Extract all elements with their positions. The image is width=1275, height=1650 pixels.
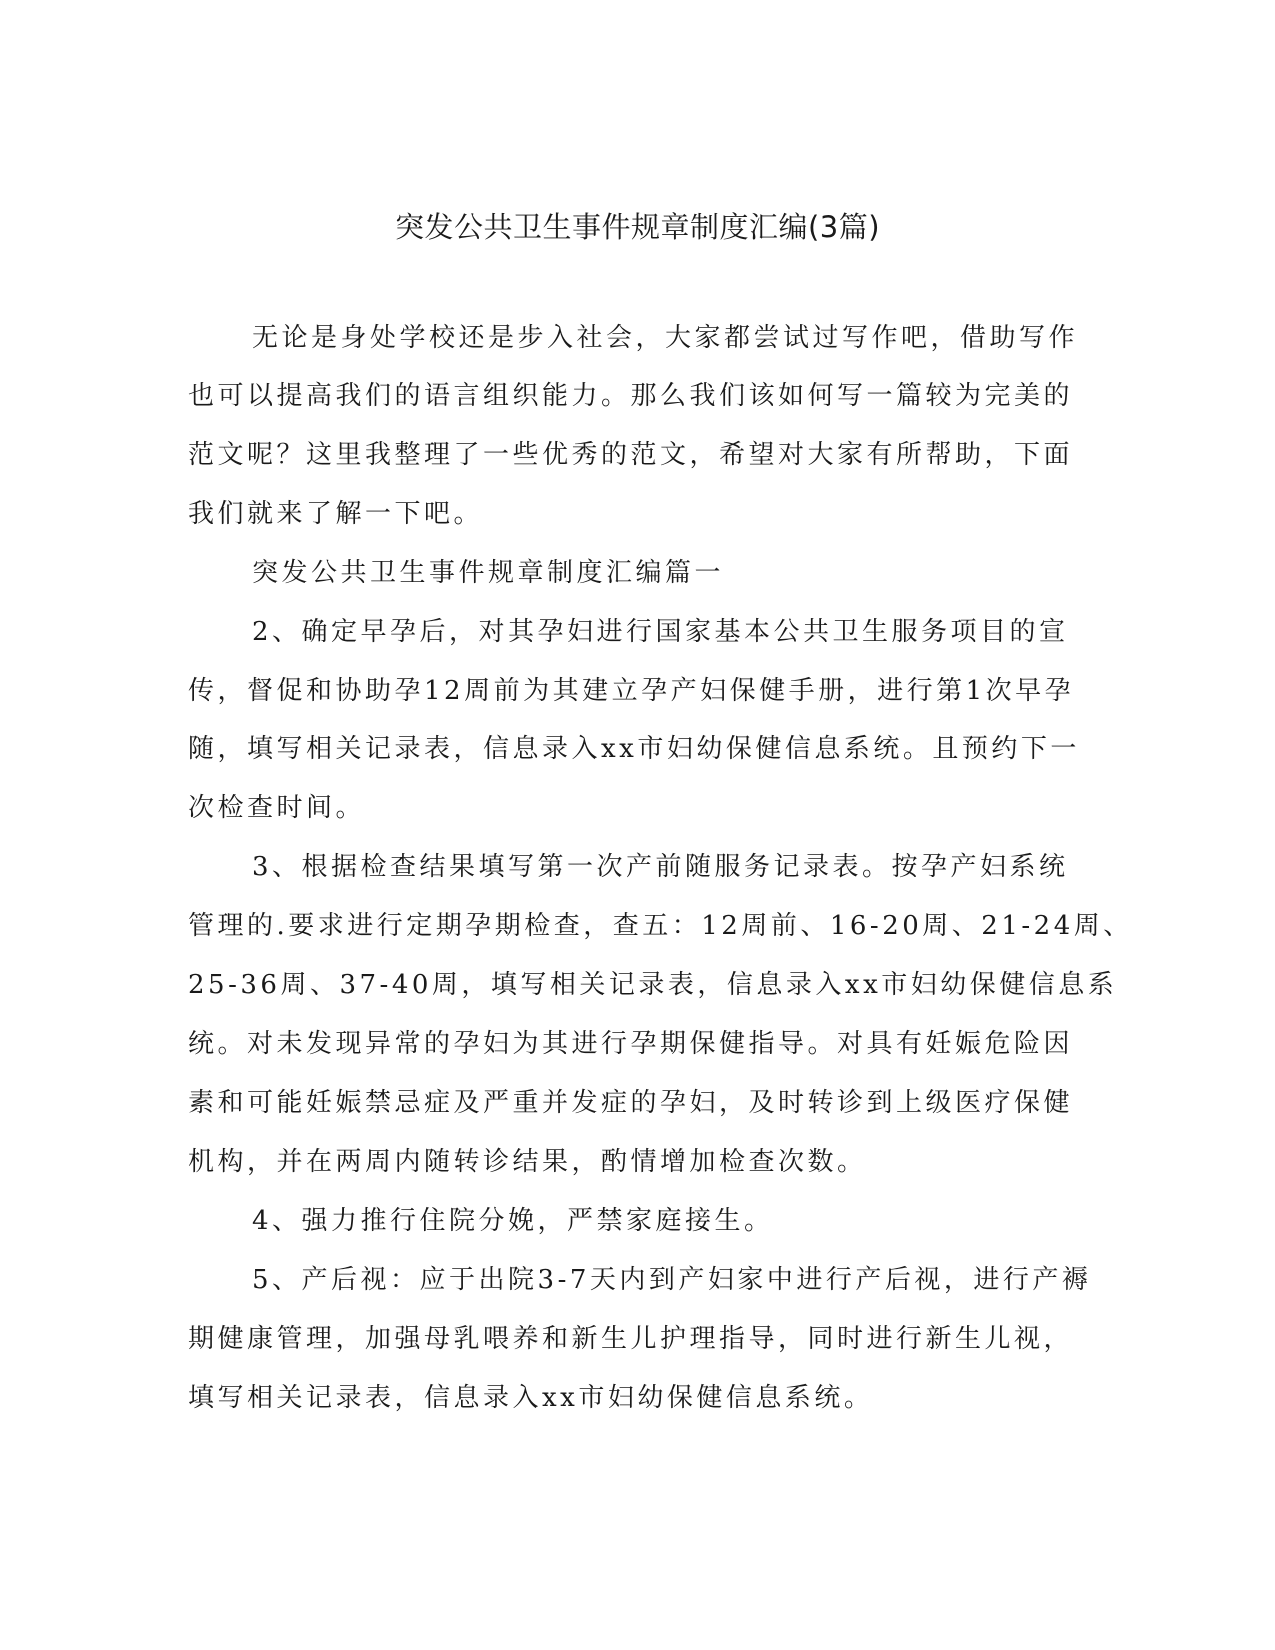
paragraph-line: 素和可能妊娠禁忌症及严重并发症的孕妇，及时转诊到上级医疗保健 (188, 1088, 1074, 1118)
paragraph-line: 传，督促和协助孕12周前为其建立孕产妇保健手册，进行第1次早孕 (188, 676, 1075, 706)
paragraph-line: 3、根据检查结果填写第一次产前随服务记录表。按孕产妇系统 (252, 852, 1069, 882)
paragraph-line: 我们就来了解一下吧。 (188, 499, 484, 529)
paragraph-line: 25-36周、37-40周，填写相关记录表，信息录入xx市妇幼保健信息系 (188, 970, 1118, 1000)
paragraph-line: 随，填写相关记录表，信息录入xx市妇幼保健信息系统。且预约下一 (188, 734, 1080, 764)
section-heading: 突发公共卫生事件规章制度汇编篇一 (252, 558, 725, 588)
document-title: 突发公共卫生事件规章制度汇编(3篇) (394, 210, 881, 244)
paragraph-line: 机构，并在两周内随转诊结果，酌情增加检查次数。 (188, 1147, 867, 1177)
paragraph-line: 范文呢？这里我整理了一些优秀的范文，希望对大家有所帮助，下面 (188, 440, 1074, 470)
paragraph-line: 填写相关记录表，信息录入xx市妇幼保健信息系统。 (188, 1383, 874, 1413)
paragraph-line: 4、强力推行住院分娩，严禁家庭接生。 (252, 1206, 774, 1236)
paragraph-line: 管理的.要求进行定期孕期检查，查五：12周前、16-20周、21-24周、 (188, 911, 1133, 941)
paragraph-line: 无论是身处学校还是步入社会，大家都尝试过写作吧，借助写作 (252, 323, 1079, 353)
paragraph-line: 也可以提高我们的语言组织能力。那么我们该如何写一篇较为完美的 (188, 381, 1074, 411)
paragraph-line: 次检查时间。 (188, 793, 366, 823)
paragraph-line: 2、确定早孕后，对其孕妇进行国家基本公共卫生服务项目的宣 (252, 617, 1069, 647)
paragraph-line: 统。对未发现异常的孕妇为其进行孕期保健指导。对具有妊娠危险因 (188, 1029, 1074, 1059)
paragraph-line: 期健康管理，加强母乳喂养和新生儿护理指导，同时进行新生儿视， (188, 1324, 1074, 1354)
paragraph-line: 5、产后视：应于出院3-7天内到产妇家中进行产后视，进行产褥 (252, 1265, 1092, 1295)
